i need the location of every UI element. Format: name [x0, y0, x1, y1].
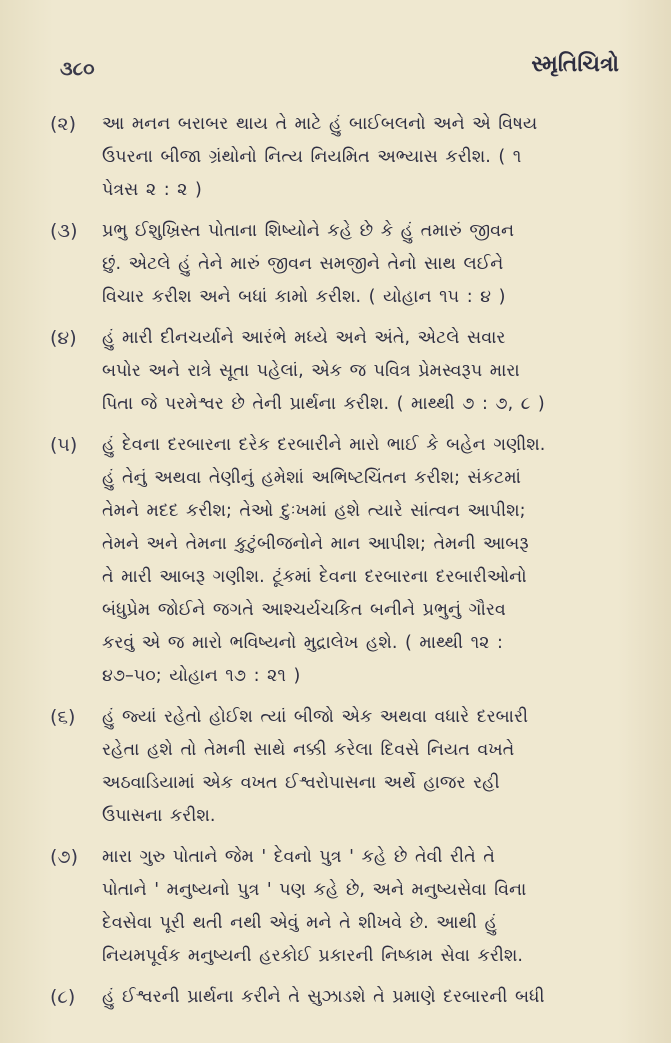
- text-line: રહેતા હશે તો તેમની સાથે નક્કી કરેલા દિવસે નિયત વખતે: [102, 740, 515, 760]
- text-line: અઠવાડિયામાં એક વખત ઈશ્વરોપાસના અર્થે હાજર રહી: [102, 773, 500, 793]
- text-line: ઉપરના બીજા ગ્રંથોનો નિત્ય નિયમિત અભ્યાસ કરીશ. ( ૧: [102, 147, 522, 167]
- item-number: (૮): [50, 986, 76, 1008]
- text-line: હું ઈશ્વરની પ્રાર્થના કરીને તે સુઝાડશે તે પ્રમાણે દરબારની બધી: [102, 987, 545, 1007]
- item-number: (૪): [50, 327, 77, 349]
- text-line: છું. એટલે હું તેને મારું જીવન સમજીને તેનો સાથ લઈને: [102, 254, 504, 274]
- item-number: (૫): [50, 434, 78, 456]
- list-item: [50, 429, 631, 693]
- text-line: આ મનન બરાબર થાય તે માટે હું બાઈબલનો અને એ વિષય: [102, 114, 538, 134]
- item-text: [102, 215, 631, 314]
- text-line: હું મારી દીનચર્યાને આરંભે મધ્યે અને અંતે, એટલે સવાર: [102, 328, 506, 348]
- text-line: બપોર અને રાત્રે સૂતા પહેલાં, એક જ પવિત્ર પ્રેમસ્વરૂપ મારા: [102, 361, 520, 381]
- item-number: (૬): [50, 706, 76, 728]
- text-line: પોતાને ' મનુષ્યનો પુત્ર ' પણ કહે છે, અને મનુષ્યસેવા વિના: [102, 880, 527, 900]
- item-number: (૨): [50, 113, 76, 135]
- item-number: (૩): [50, 220, 78, 242]
- item-number: (૭): [50, 846, 79, 868]
- list-item: [50, 108, 631, 207]
- text-line: પેત્રસ ૨ : ૨ ): [102, 180, 202, 200]
- text-line: દેવસેવા પૂરી થતી નથી એવું મને તે શીખવે છે. આથી હું: [102, 913, 497, 933]
- text-line: વિચાર કરીશ અને બધાં કામો કરીશ. ( યોહાન ૧૫ : ૪ ): [102, 287, 506, 307]
- text-line: મારા ગુરુ પોતાને જેમ ' દેવનો પુત્ર ' કહે છે તેવી રીતે તે: [102, 847, 495, 867]
- text-line: હું દેવના દરબારના દરેક દરબારીને મારો ભાઈ કે બહેન ગણીશ.: [102, 435, 546, 455]
- text-line: પિતા જે પરમેશ્વર છે તેની પ્રાર્થના કરીશ. ( માથ્થી ૭ : ૭, ૮ ): [102, 394, 545, 414]
- running-title: સ્મૃતિચિત્રો: [531, 52, 619, 77]
- item-text: [102, 429, 631, 693]
- text-line: બંધુપ્રેમ જોઈને જગતે આશ્ચર્યચકિત બનીને પ્રભુનું ગૌરવ: [102, 600, 506, 620]
- item-text: [102, 322, 631, 421]
- list-item: [50, 841, 631, 973]
- list-item: [50, 701, 631, 833]
- text-line: ઉપાસના કરીશ.: [102, 806, 216, 826]
- page-number: ૩૮૦: [60, 58, 95, 80]
- text-line: તે મારી આબરૂ ગણીશ. ટૂંકમાં દેવના દરબારના દરબારીઓનો: [102, 567, 527, 587]
- text-line: કરવું એ જ મારો ભવિષ્યનો મુદ્રાલેખ હશે. ( માથ્થી ૧૨ :: [102, 633, 503, 653]
- list-item: [50, 215, 631, 314]
- numbered-list: [50, 108, 631, 1022]
- page-header: [60, 52, 619, 82]
- list-item: [50, 322, 631, 421]
- item-text: [102, 841, 631, 973]
- text-line: પ્રભુ ઈશુખ્રિસ્ત પોતાના શિષ્યોને કહે છે કે હું તમારું જીવન: [102, 221, 515, 241]
- text-line: તેમને મદદ કરીશ; તેઓ દુઃખમાં હશે ત્યારે સાંત્વન આપીશ;: [102, 501, 526, 521]
- item-text: [102, 981, 631, 1014]
- text-line: હું તેનું અથવા તેણીનું હમેશાં અભિષ્ટચિંતન કરીશ; સંકટમાં: [102, 468, 521, 488]
- list-item: [50, 981, 631, 1014]
- text-line: હું જ્યાં રહેતો હોઈશ ત્યાં બીજો એક અથવા વધારે દરબારી: [102, 707, 529, 727]
- text-line: નિયમપૂર્વક મનુષ્યની હરકોઈ પ્રકારની નિષ્કામ સેવા કરીશ.: [102, 946, 523, 966]
- item-text: [102, 701, 631, 833]
- text-line: ૪૭–૫૦; યોહાન ૧૭ : ૨૧ ): [102, 666, 301, 686]
- text-line: તેમને અને તેમના કુટુંબીજનોને માન આપીશ; તેમની આબરૂ: [102, 534, 529, 554]
- item-text: [102, 108, 631, 207]
